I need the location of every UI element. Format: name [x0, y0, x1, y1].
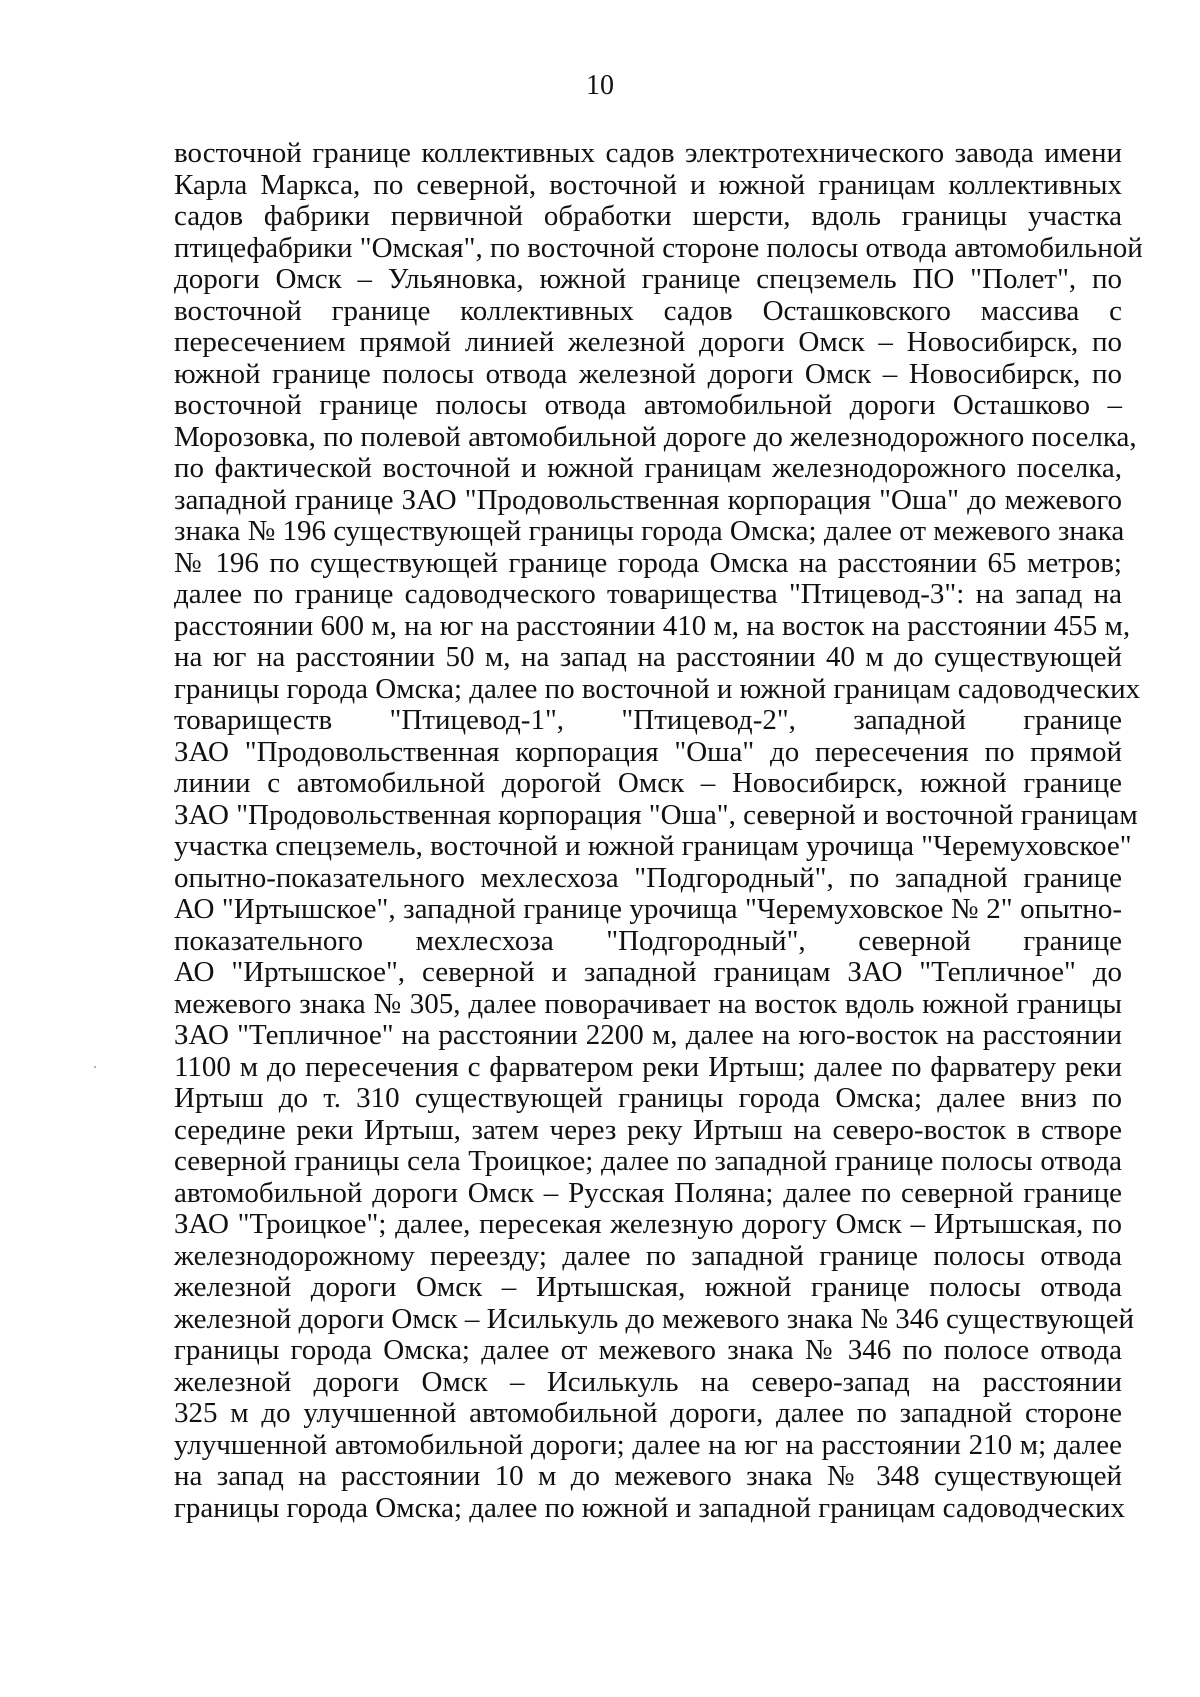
text-line: по фактической восточной и южной границам железнодорожного поселка, — [174, 452, 1122, 484]
text-line: 1100 м до пересечения с фарватером реки Иртыш; далее по фарватеру реки — [174, 1050, 1122, 1083]
text-line: западной границе ЗАО "Продовольственная корпорация "Оша" до межевого — [174, 483, 1122, 516]
text-line: знака № 196 существующей границы города Омска; далее от межевого знака — [174, 515, 1125, 547]
text-line: восточной границе коллективных садов Осташковского массива с — [174, 294, 1122, 327]
text-line: железной дороги Омск – Иртышская, южной границе полосы отвода — [174, 1271, 1122, 1303]
text-line: Карла Маркса, по северной, восточной и южной границам коллективных — [174, 168, 1122, 201]
text-line: границы города Омска; далее от межевого знака № 346 по полосе отвода — [174, 1334, 1122, 1366]
text-line: показательного мехлесхоза "Подгородный", северной границе — [174, 924, 1122, 957]
text-line: границы города Омска; далее по восточной и южной границам садоводческих — [174, 672, 1141, 705]
page-number: 10 — [586, 70, 614, 101]
text-line: АО "Иртышское", западной границе урочища "Черемуховское № 2" опытно- — [174, 893, 1122, 925]
text-line: на запад на расстоянии 10 м до межевого знака № 348 существующей — [174, 1460, 1122, 1492]
text-line: железной дороги Омск – Исилькуль на северо-запад на расстоянии — [174, 1365, 1122, 1398]
text-line: далее по границе садоводческого товарищества "Птицевод-3": на запад на — [174, 578, 1122, 610]
text-line: восточной границе коллективных садов электротехнического завода имени — [174, 137, 1122, 169]
text-line: дороги Омск – Ульяновка, южной границе спецземель ПО "Полет", по — [174, 263, 1122, 295]
text-line: 325 м до улучшенной автомобильной дороги, далее по западной стороне — [174, 1397, 1122, 1429]
body-text — [174, 137, 1143, 1524]
text-line: на юг на расстоянии 50 м, на запад на расстоянии 40 м до существующей — [174, 641, 1122, 673]
text-line: железной дороги Омск – Исилькуль до межевого знака № 346 существующей — [174, 1302, 1135, 1335]
text-line: ЗАО "Тепличное" на расстоянии 2200 м, далее на юго-восток на расстоянии — [174, 1019, 1122, 1051]
text-line: середине реки Иртыш, затем через реку Иртыш на северо-восток в створе — [174, 1113, 1122, 1146]
text-line: Иртыш до т. 310 существующей границы города Омска; далее вниз по — [174, 1082, 1122, 1114]
text-line: № 196 по существующей границе города Омска на расстоянии 65 метров; — [174, 546, 1122, 579]
text-line: северной границы села Троицкое; далее по западной границе полосы отвода — [174, 1145, 1122, 1177]
text-line: садов фабрики первичной обработки шерсти, вдоль границы участка — [174, 200, 1122, 232]
text-line: товариществ "Птицевод-1", "Птицевод-2", западной границе — [174, 704, 1122, 736]
text-line: АО "Иртышское", северной и западной границам ЗАО "Тепличное" до — [174, 956, 1122, 988]
text-line: автомобильной дороги Омск – Русская Поляна; далее по северной границе — [174, 1176, 1122, 1209]
scan-speck — [94, 1066, 96, 1068]
text-line: межевого знака № 305, далее поворачивает на восток вдоль южной границы — [174, 987, 1122, 1020]
text-line: ЗАО "Продовольственная корпорация "Оша", северной и восточной границам — [174, 798, 1138, 831]
text-line: птицефабрики "Омская", по восточной стороне полосы отвода автомобильной — [174, 231, 1143, 264]
text-line: южной границе полосы отвода железной дороги Омск – Новосибирск, по — [174, 357, 1122, 390]
text-line: границы города Омска; далее по южной и западной границам садоводческих — [174, 1491, 1126, 1524]
text-line: железнодорожному переезду; далее по западной границе полосы отвода — [174, 1239, 1122, 1272]
text-line: восточной границе полосы отвода автомобильной дороги Осташково – — [174, 389, 1122, 421]
text-line: ЗАО "Продовольственная корпорация "Оша" до пересечения по прямой — [174, 735, 1122, 768]
text-line: участка спецземель, восточной и южной границам урочища "Черемуховское" — [174, 830, 1132, 862]
text-line: линии с автомобильной дорогой Омск – Новосибирск, южной границе — [174, 767, 1122, 799]
text-line: Морозовка, по полевой автомобильной дороге до железнодорожного поселка, — [174, 420, 1137, 453]
text-line: опытно-показательного мехлесхоза "Подгородный", по западной границе — [174, 861, 1122, 894]
text-line: расстоянии 600 м, на юг на расстоянии 410 м, на восток на расстоянии 455 м, — [174, 609, 1131, 642]
text-line: пересечением прямой линией железной дороги Омск – Новосибирск, по — [174, 326, 1122, 358]
text-line: улучшенной автомобильной дороги; далее на юг на расстоянии 210 м; далее — [174, 1428, 1122, 1461]
text-line: ЗАО "Троицкое"; далее, пересекая железную дорогу Омск – Иртышская, по — [174, 1208, 1122, 1240]
